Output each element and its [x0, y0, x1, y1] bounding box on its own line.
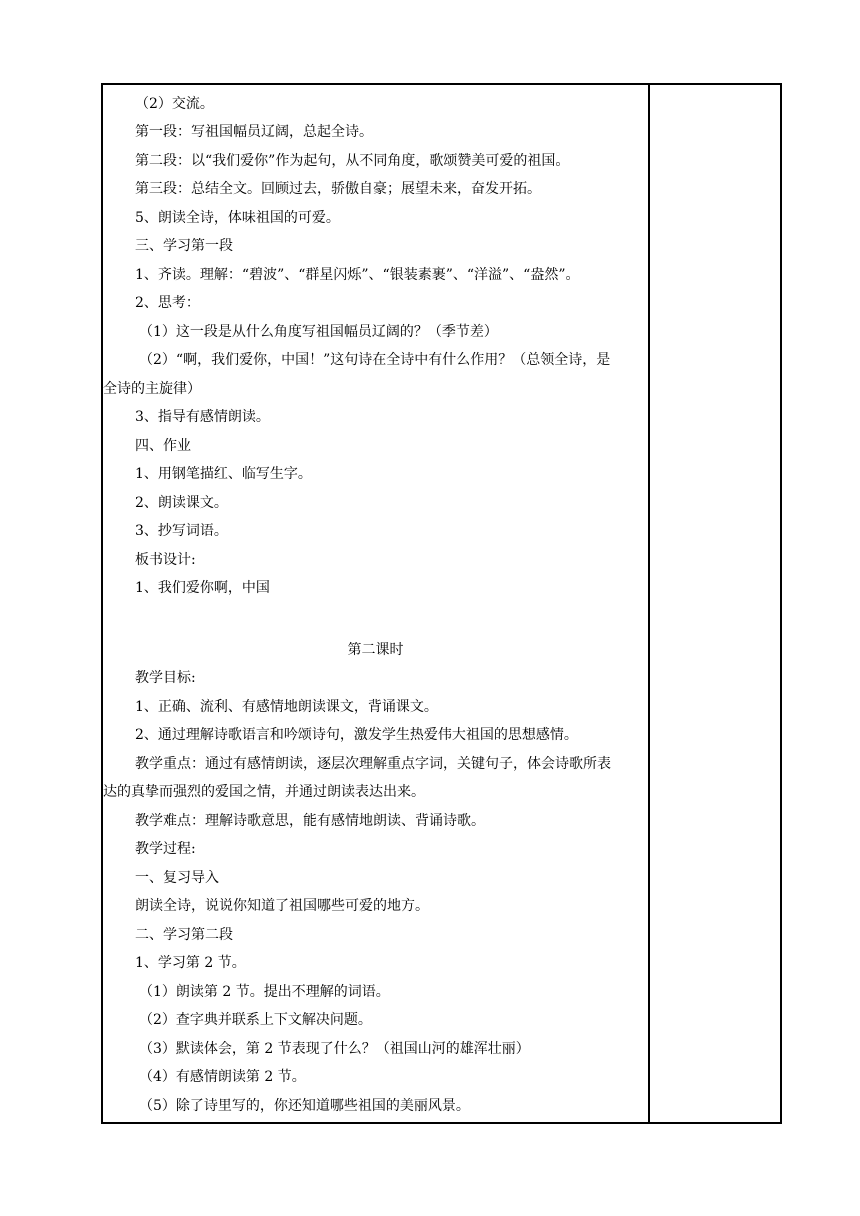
- text-line: 教学过程:: [135, 841, 196, 857]
- text-line: 2、通过理解诗歌语言和吟颂诗句，激发学生热爱伟大祖国的思想感情。: [135, 727, 578, 743]
- text-line: （5）除了诗里写的，你还知道哪些祖国的美丽风景。: [139, 1098, 470, 1114]
- lesson-plan-table: [101, 83, 782, 1124]
- lesson-subtitle: 第二课时: [347, 642, 404, 658]
- text-line: 1、齐读。理解：“碧波”、“群星闪烁”、“银装素裹”、“洋溢”、“盎然”。: [135, 267, 580, 283]
- text-line: 第二段：以“我们爱你”作为起句，从不同角度，歌颂赞美可爱的祖国。: [135, 153, 570, 169]
- section-heading: 二、学习第二段: [135, 927, 233, 943]
- text-line: （2）查字典并联系上下文解决问题。: [139, 1012, 372, 1028]
- text-line: 教学目标:: [135, 670, 196, 686]
- column-divider: [648, 85, 650, 1122]
- text-line: （1）朗读第 2 节。提出不理解的词语。: [139, 984, 390, 1000]
- section-heading: 三、学习第一段: [135, 238, 233, 254]
- section-heading: 一、复习导入: [135, 870, 219, 886]
- text-line: （1）这一段是从什么角度写祖国幅员辽阔的？（季节差）: [139, 324, 498, 340]
- text-line: 朗读全诗，说说你知道了祖国哪些可爱的地方。: [135, 898, 429, 914]
- lesson-content-cell: [103, 85, 648, 1122]
- text-line: 2、朗读课文。: [135, 495, 228, 511]
- text-line: 板书设计:: [135, 552, 196, 568]
- text-line: （2）交流。: [135, 96, 214, 112]
- text-line: （2）“啊，我们爱你，中国！”这句诗在全诗中有什么作用？（总领全诗，是: [139, 352, 611, 368]
- text-line: （4）有感情朗读第 2 节。: [139, 1069, 306, 1085]
- text-line: 教学难点：理解诗歌意思，能有感情地朗读、背诵诗歌。: [135, 813, 485, 829]
- text-line: 全诗的主旋律）: [103, 381, 201, 397]
- text-line: 1、用钢笔描红、临写生字。: [135, 466, 312, 482]
- text-line: 1、正确、流利、有感情地朗读课文，背诵课文。: [135, 699, 438, 715]
- text-line: 1、我们爱你啊，中国: [135, 580, 270, 596]
- text-line: （3）默读体会，第 2 节表现了什么？（祖国山河的雄浑壮丽）: [139, 1041, 530, 1057]
- text-line: 第一段：写祖国幅员辽阔，总起全诗。: [135, 124, 373, 140]
- text-line: 达的真挚而强烈的爱国之情，并通过朗读表达出来。: [103, 784, 425, 800]
- text-line: 3、抄写词语。: [135, 523, 228, 539]
- text-line: 3、指导有感情朗读。: [135, 409, 270, 425]
- section-heading: 四、作业: [135, 438, 191, 454]
- text-line: 1、学习第 2 节。: [135, 955, 246, 971]
- text-line: 第三段：总结全文。回顾过去，骄傲自豪；展望未来，奋发开拓。: [135, 181, 541, 197]
- text-line: 2、思考：: [135, 295, 200, 311]
- text-line: 教学重点：通过有感情朗读，逐层次理解重点字词，关键句子，体会诗歌所表: [135, 756, 611, 772]
- text-line: 5、朗读全诗，体味祖国的可爱。: [135, 210, 340, 226]
